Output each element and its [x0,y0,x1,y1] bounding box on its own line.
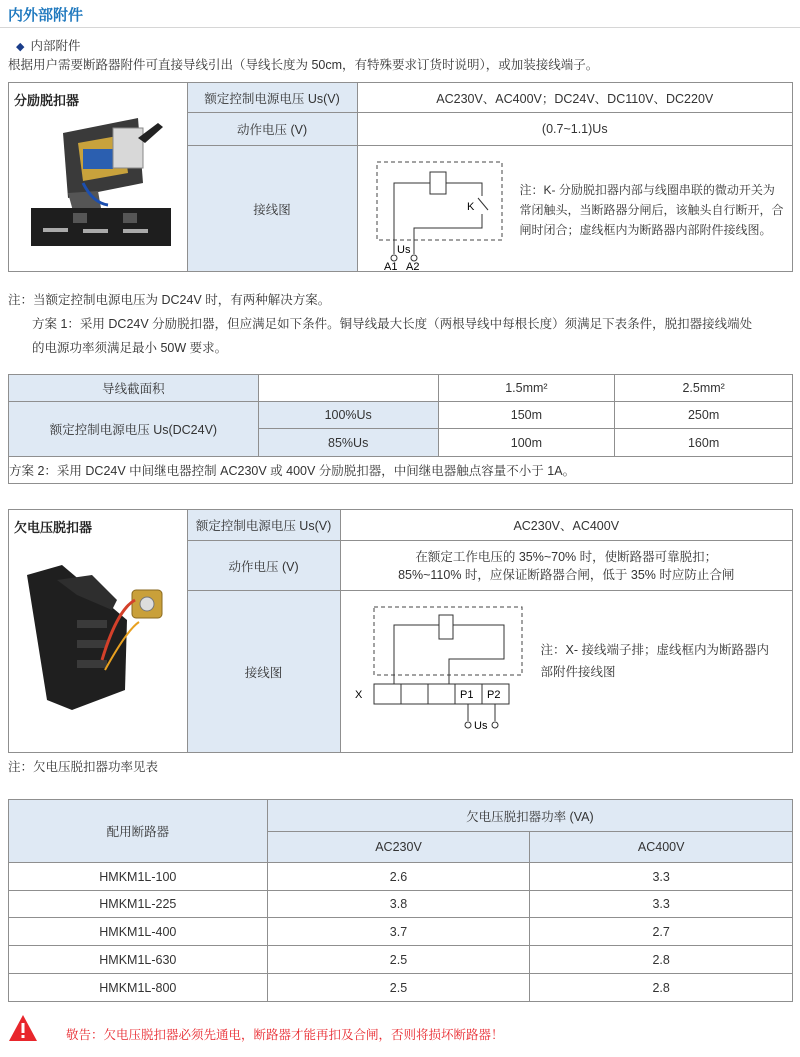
shunt-wiring-label: 接线图 [187,146,357,272]
power-ac230-header: AC230V [267,832,530,863]
power-ac400: 2.8 [530,974,793,1002]
power-breaker-header: 配用断路器 [9,800,268,863]
undervoltage-action-line-1: 在额定工作电压的 35%~70% 时，使断路器可靠脱扣； [415,549,718,564]
wire-row-85-label: 85%Us [258,429,438,457]
breaker-model: HMKM1L-630 [9,946,268,974]
shunt-action-voltage-value: (0.7~1.1)Us [357,113,793,146]
wire-row-100-2-5: 250m [615,402,793,429]
section-title: 内外部附件 [8,7,84,24]
power-ac400: 2.7 [530,918,793,946]
intro-text: 根据用户需要断路器附件可直接导线引出（导线长度为 50cm，有特殊要求订货时说明），或加装接线端子。 [8,58,599,72]
shunt-release-table [8,82,793,272]
undervoltage-voltage-label: 额定控制电源电压 Us(V) [187,510,340,541]
shunt-wiring-diagram-cell [357,146,793,272]
shunt-release-photo [23,113,173,253]
power-ac400: 3.3 [530,863,793,891]
power-ac230: 3.7 [267,918,530,946]
p2-label: P2 [486,689,500,701]
power-group-header: 欠电压脱扣器功率 (VA) [267,800,792,832]
wire-length-table [8,374,793,484]
warning-text: 敬告：欠电压脱扣器必须先通电，断路器才能再扣及合闸，否则将损坏断路器！ [66,1028,504,1042]
subsection-title: 内部附件 [30,39,81,53]
table-row [9,918,793,946]
breaker-model: HMKM1L-225 [9,891,268,918]
wire-row-85-2-5: 160m [615,429,793,457]
breaker-model: HMKM1L-100 [9,863,268,891]
wire-blank-header [258,375,438,402]
power-ac230: 2.5 [267,946,530,974]
shunt-action-voltage-label: 动作电压 (V) [187,113,357,146]
undervoltage-release-photo [17,550,182,720]
undervoltage-release-table [8,509,793,753]
power-ac230: 2.5 [267,974,530,1002]
us-label-2: Us [473,720,487,732]
shunt-release-title: 分励脱扣器 [14,93,80,108]
undervoltage-release-title: 欠电压脱扣器 [14,520,93,535]
power-ac400: 3.3 [530,891,793,918]
table-row [9,974,793,1002]
x-label: X [354,689,362,701]
p1-label: P1 [459,689,473,701]
power-ac230: 3.8 [267,891,530,918]
title-divider [0,27,800,28]
power-table [8,799,793,1002]
undervoltage-action-voltage-value [340,541,793,591]
undervoltage-after-note: 注：欠电压脱扣器功率见表 [8,760,159,774]
warning-icon [8,1013,38,1043]
undervoltage-wiring-label: 接线图 [187,591,340,753]
a2-label: A2 [405,261,419,273]
power-ac400: 2.8 [530,946,793,974]
a1-label: A1 [383,261,397,273]
shunt-note-1: 方案 1：采用 DC24V 分励脱扣器，但应满足如下条件。铜导线最大长度（两根导线中每根长度）须满足下表条件，脱扣器接线端处 [32,317,753,331]
shunt-note-2: 的电源功率须满足最小 50W 要求。 [32,341,228,355]
table-row [9,891,793,918]
shunt-wiring-diagram [372,156,512,273]
shunt-voltage-label: 额定控制电源电压 Us(V) [187,83,357,113]
k-label: K [466,201,474,213]
wire-footer-note: 方案 2：采用 DC24V 中间继电器控制 AC230V 或 400V 分励脱扣器，中间继电器触点容量不小于 1A。 [9,457,793,484]
diamond-bullet-icon: ◆ [16,41,25,53]
wire-voltage-label: 额定控制电源电压 Us(DC24V) [9,402,259,457]
shunt-note-0: 注：当额定控制电源电压为 DC24V 时，有两种解决方案。 [8,293,331,307]
shunt-voltage-value: AC230V、AC400V；DC24V、DC110V、DC220V [357,83,793,113]
subsection-heading [16,36,80,54]
undervoltage-diagram-note: 注：X- 接线端子排；虚线框内为断路器内部附件接线图 [540,643,769,679]
undervoltage-wiring-diagram [349,599,534,749]
shunt-diagram-note: 注：K- 分励脱扣器内部与线圈串联的微动开关为常闭触头，当断路器分闸后，该触头自行断开，合闸时闭合；虚线框内为断路器内部附件接线图。 [519,183,784,237]
wire-row-100-1-5: 150m [438,402,615,429]
power-ac400-header: AC400V [530,832,793,863]
undervoltage-action-line-2: 85%~110% 时，应保证断路器合闸，低于 35% 时应防止合闸 [398,567,735,582]
undervoltage-action-voltage-label: 动作电压 (V) [187,541,340,591]
wire-row-100-label: 100%Us [258,402,438,429]
wire-1-5-header: 1.5mm² [438,375,615,402]
us-label: Us [396,244,410,256]
breaker-model: HMKM1L-400 [9,918,268,946]
undervoltage-voltage-value: AC230V、AC400V [340,510,793,541]
wire-2-5-header: 2.5mm² [615,375,793,402]
table-row [9,863,793,891]
undervoltage-wiring-diagram-cell [340,591,793,753]
shunt-release-cell [9,83,188,272]
power-ac230: 2.6 [267,863,530,891]
undervoltage-release-cell [9,510,188,753]
breaker-model: HMKM1L-800 [9,974,268,1002]
wire-row-85-1-5: 100m [438,429,615,457]
table-row [9,946,793,974]
wire-section-header: 导线截面积 [9,375,259,402]
